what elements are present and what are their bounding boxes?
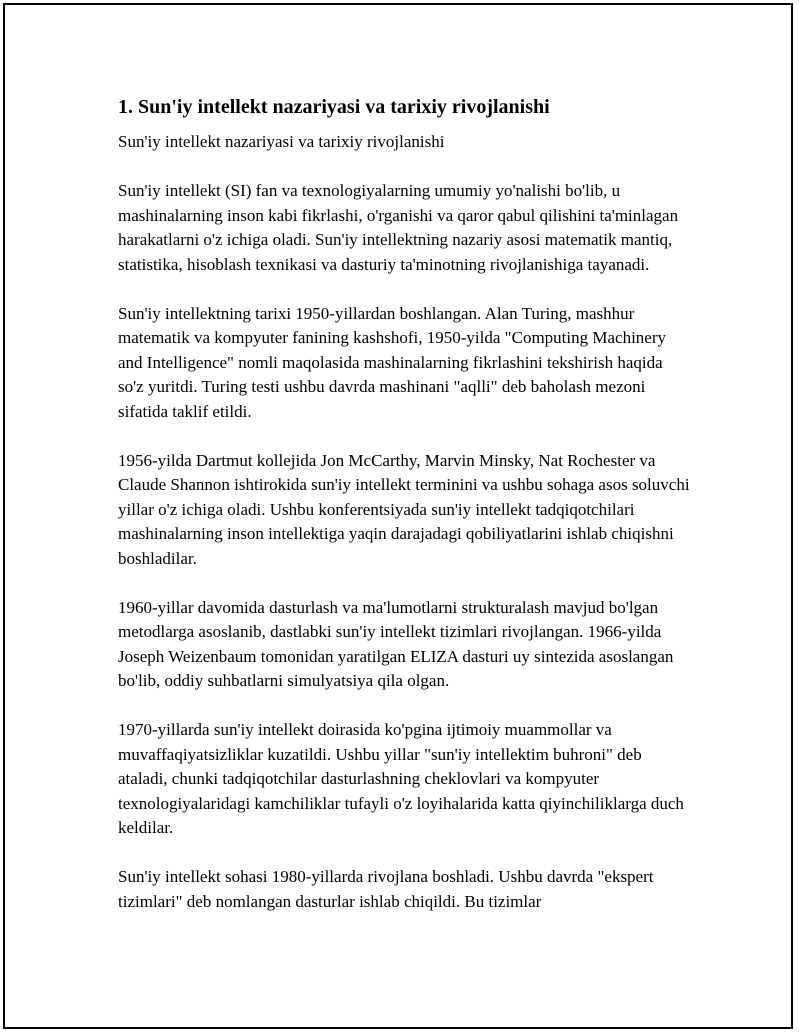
document-body (118, 94, 690, 939)
paragraph-1980s: Sun'iy intellekt sohasi 1980-yillarda rivojlana boshladi. Ushbu davrda "ekspert tizimlari" deb nomlangan dasturlar ishlab chiqildi. Bu tizimlar (118, 867, 654, 911)
paragraph-1960s: 1960-yillar davomida dasturlash va ma'lumotlarni strukturalash mavjud bo'lgan metodlarga asoslanib, dastlabki sun'iy intellekt tizimlari rivojlangan. 1966-yilda Joseph Weizenbaum tomonidan yaratilgan ELIZA dasturi uy sintezida asoslangan bo'lib, oddiy suhbatlarni simulyatsiya qila olgan. (118, 597, 674, 690)
section-heading: 1. Sun'iy intellekt nazariyasi va tarixiy rivojlanishi (118, 96, 550, 118)
paragraph-dartmouth: 1956-yilda Dartmut kollejida Jon McCarthy, Marvin Minsky, Nat Rochester va Claude Shannon ishtirokida sun'iy intellekt terminini va ushbu sohaga asos soluvchi yillar o'z ichiga oladi. Ushbu konferentsiyada sun'iy intellekt tadqiqotchilari mashinalarning inson intellektiga yaqin darajadagi qobiliyatlarini ishlab chiqishni boshladilar. (118, 450, 690, 568)
paragraph-1970s: 1970-yillarda sun'iy intellekt doirasida ko'pgina ijtimoiy muammollar va muvaffaqiyatsizliklar kuzatildi. Ushbu yillar "sun'iy intellektim buhroni" deb ataladi, chunki tadqiqotchilar dasturlashning cheklovlari va kompyuter texnologiyalaridagi kamchiliklar tufayli o'z loyihalarida katta qiyinchiliklarga duch keldilar. (118, 720, 684, 837)
subtitle-paragraph: Sun'iy intellekt nazariyasi va tarixiy rivojlanishi (118, 132, 445, 151)
paragraph-turing: Sun'iy intellektning tarixi 1950-yillardan boshlangan. Alan Turing, mashhur matematik va kompyuter fanining kashshofi, 1950-yilda "Computing Machinery and Intelligence" nomli maqolasida mashinalarning fikrlashini tekshirish haqida so'z yuritdi. Turing testi ushbu davrda mashinani "aqlli" deb baholash mezoni sifatida taklif etildi. (118, 303, 667, 421)
paragraph-intro: Sun'iy intellekt (SI) fan va texnologiyalarning umumiy yo'nalishi bo'lib, u mashinalarning inson kabi fikrlashi, o'rganishi va qaror qabul qilishini ta'minlagan harakatlarni o'z ichiga oladi. Sun'iy intellektning nazariy asosi matematik mantiq, statistika, hisoblash texnikasi va dasturiy ta'minotning rivojlanishiga tayanadi. (118, 181, 679, 274)
